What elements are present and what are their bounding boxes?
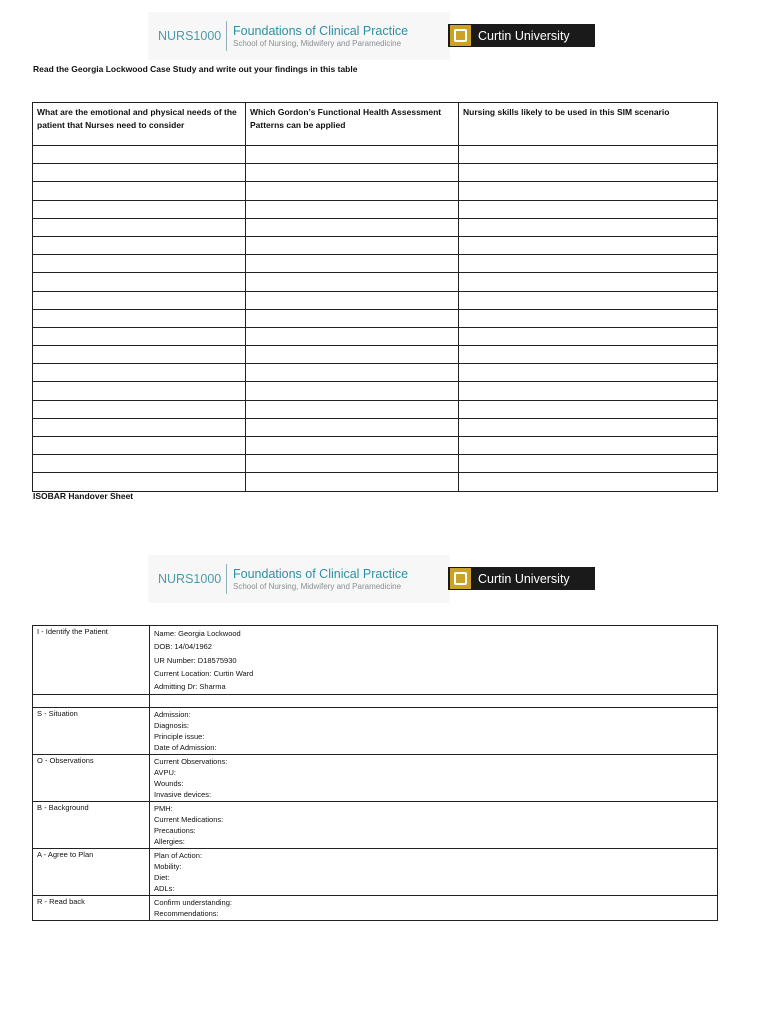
- findings-row: [33, 437, 718, 455]
- findings-cell[interactable]: [459, 200, 718, 218]
- findings-cell[interactable]: [33, 164, 246, 182]
- banner-divider: [226, 564, 227, 594]
- findings-cell[interactable]: [459, 346, 718, 364]
- findings-cell[interactable]: [246, 200, 459, 218]
- findings-cell[interactable]: [33, 473, 246, 491]
- isobar-section-row: [33, 849, 718, 896]
- isobar-section-content[interactable]: [150, 849, 718, 896]
- findings-cell[interactable]: [33, 400, 246, 418]
- findings-cell[interactable]: [459, 327, 718, 345]
- banner-divider: [226, 21, 227, 51]
- isobar-section-content[interactable]: [150, 802, 718, 849]
- findings-cell[interactable]: [459, 146, 718, 164]
- isobar-field-label: AVPU:: [154, 768, 176, 778]
- findings-cell[interactable]: [246, 364, 459, 382]
- findings-row: [33, 400, 718, 418]
- isobar-label: B - Background: [33, 802, 150, 849]
- isobar-field-label: Diet:: [154, 873, 170, 883]
- findings-cell[interactable]: [246, 346, 459, 364]
- findings-cell[interactable]: [459, 309, 718, 327]
- findings-cell[interactable]: [33, 200, 246, 218]
- findings-cell[interactable]: [459, 182, 718, 200]
- findings-cell[interactable]: [459, 164, 718, 182]
- isobar-section-content[interactable]: [150, 708, 718, 755]
- findings-row: [33, 146, 718, 164]
- findings-cell[interactable]: [459, 418, 718, 436]
- findings-row: [33, 200, 718, 218]
- findings-cell[interactable]: [459, 255, 718, 273]
- findings-cell[interactable]: [33, 382, 246, 400]
- findings-cell[interactable]: [33, 291, 246, 309]
- findings-cell[interactable]: [246, 255, 459, 273]
- findings-cell[interactable]: [459, 400, 718, 418]
- university-name: Curtin University: [478, 571, 570, 586]
- findings-cell[interactable]: [459, 291, 718, 309]
- isobar-field-label: Allergies:: [154, 837, 185, 847]
- isobar-title: ISOBAR Handover Sheet: [33, 491, 134, 501]
- admitting-doctor: Admitting Dr: Sharma: [154, 682, 226, 692]
- findings-cell[interactable]: [246, 418, 459, 436]
- patient-dob: DOB: 14/04/1962: [154, 642, 212, 652]
- findings-row: [33, 473, 718, 491]
- findings-cell[interactable]: [246, 473, 459, 491]
- findings-row: [33, 182, 718, 200]
- isobar-section-row: [33, 896, 718, 921]
- findings-cell[interactable]: [459, 236, 718, 254]
- isobar-spacer-row: [33, 695, 718, 708]
- curtin-crest-icon: [450, 25, 471, 46]
- isobar-spacer-cell[interactable]: [33, 695, 150, 708]
- findings-cell[interactable]: [33, 255, 246, 273]
- findings-cell[interactable]: [459, 455, 718, 473]
- isobar-field-label: Admission:: [154, 710, 191, 720]
- isobar-field-label: Precautions:: [154, 826, 196, 836]
- isobar-identify-content: [150, 626, 718, 695]
- isobar-identify-row: [33, 626, 718, 695]
- findings-cell[interactable]: [33, 418, 246, 436]
- findings-row: [33, 291, 718, 309]
- isobar-section-row: [33, 802, 718, 849]
- isobar-field-label: Current Observations:: [154, 757, 228, 767]
- isobar-field-label: Invasive devices:: [154, 790, 212, 800]
- findings-cell[interactable]: [33, 218, 246, 236]
- findings-cell[interactable]: [33, 364, 246, 382]
- university-name: Curtin University: [478, 28, 570, 43]
- findings-row: [33, 455, 718, 473]
- course-title: Foundations of Clinical Practice: [233, 566, 409, 581]
- isobar-section-content[interactable]: [150, 755, 718, 802]
- findings-row: [33, 346, 718, 364]
- findings-cell[interactable]: [246, 400, 459, 418]
- findings-cell[interactable]: [33, 455, 246, 473]
- findings-cell[interactable]: [33, 273, 246, 291]
- findings-cell[interactable]: [246, 455, 459, 473]
- findings-cell[interactable]: [33, 327, 246, 345]
- column-header-gordons: Which Gordon’s Functional Health Assessment Patterns can be applied: [246, 103, 459, 146]
- curtin-logo-bottom: [448, 567, 595, 590]
- isobar-field-label: ADLs:: [154, 884, 175, 894]
- isobar-field-label: Wounds:: [154, 779, 184, 789]
- school-name: School of Nursing, Midwifery and Paramedicine: [233, 581, 402, 591]
- findings-row: [33, 218, 718, 236]
- isobar-body: [33, 626, 718, 921]
- isobar-spacer-cell[interactable]: [150, 695, 718, 708]
- isobar-field-label: PMH:: [154, 804, 173, 814]
- findings-cell[interactable]: [246, 437, 459, 455]
- isobar-field-label: Principle issue:: [154, 732, 205, 742]
- findings-cell[interactable]: [33, 146, 246, 164]
- isobar-field-label: Diagnosis:: [154, 721, 190, 731]
- instruction-text: Read the Georgia Lockwood Case Study and write out your findings in this table: [33, 64, 358, 74]
- findings-cell[interactable]: [459, 473, 718, 491]
- findings-cell[interactable]: [246, 182, 459, 200]
- isobar-field-label: Plan of Action:: [154, 851, 202, 861]
- findings-cell[interactable]: [33, 236, 246, 254]
- findings-cell[interactable]: [246, 309, 459, 327]
- findings-cell[interactable]: [459, 218, 718, 236]
- isobar-label: O - Observations: [33, 755, 150, 802]
- findings-cell[interactable]: [246, 382, 459, 400]
- findings-table: [32, 102, 718, 492]
- findings-row: [33, 273, 718, 291]
- isobar-section-row: [33, 755, 718, 802]
- findings-row: [33, 164, 718, 182]
- isobar-section-content[interactable]: [150, 896, 718, 921]
- findings-cell[interactable]: [459, 273, 718, 291]
- banner-titles: [233, 24, 408, 49]
- banner-titles: [233, 567, 408, 592]
- findings-row: [33, 255, 718, 273]
- curtin-crest-icon: [450, 568, 471, 589]
- findings-cell[interactable]: [33, 309, 246, 327]
- isobar-label: R - Read back: [33, 896, 150, 921]
- isobar-field-label: Confirm understanding:: [154, 898, 232, 908]
- isobar-table: [32, 625, 718, 921]
- findings-row: [33, 327, 718, 345]
- course-title: Foundations of Clinical Practice: [233, 23, 409, 38]
- column-header-needs: What are the emotional and physical needs of the patient that Nurses need to consider: [33, 103, 246, 146]
- school-name: School of Nursing, Midwifery and Paramedicine: [233, 38, 402, 48]
- findings-header-row: [33, 103, 718, 146]
- course-code: NURS1000: [158, 572, 222, 586]
- findings-cell[interactable]: [459, 437, 718, 455]
- course-banner-top: [148, 12, 450, 60]
- column-header-skills: Nursing skills likely to be used in this SIM scenario: [459, 103, 718, 146]
- findings-cell[interactable]: [246, 327, 459, 345]
- patient-name: Name: Georgia Lockwood: [154, 629, 241, 638]
- findings-cell[interactable]: [246, 164, 459, 182]
- isobar-label: I - Identify the Patient: [33, 626, 150, 695]
- findings-row: [33, 309, 718, 327]
- course-banner-bottom: [148, 555, 450, 603]
- isobar-label: A - Agree to Plan: [33, 849, 150, 896]
- findings-cell[interactable]: [246, 236, 459, 254]
- course-code: NURS1000: [158, 29, 222, 43]
- findings-cell[interactable]: [459, 364, 718, 382]
- isobar-field-label: Recommendations:: [154, 909, 219, 919]
- findings-row: [33, 364, 718, 382]
- isobar-field-label: Current Medications:: [154, 815, 224, 825]
- isobar-section-row: [33, 708, 718, 755]
- findings-cell[interactable]: [246, 146, 459, 164]
- findings-cell[interactable]: [246, 291, 459, 309]
- findings-cell[interactable]: [246, 218, 459, 236]
- findings-cell[interactable]: [33, 346, 246, 364]
- isobar-field-label: Date of Admission:: [154, 743, 217, 753]
- patient-ur-number: UR Number: D18575930: [154, 655, 237, 665]
- curtin-logo-top: [448, 24, 595, 47]
- isobar-field-label: Mobility:: [154, 862, 182, 872]
- findings-cell[interactable]: [459, 382, 718, 400]
- findings-cell[interactable]: [33, 437, 246, 455]
- findings-cell[interactable]: [33, 182, 246, 200]
- patient-location: Current Location: Curtin Ward: [154, 668, 254, 678]
- isobar-label: S - Situation: [33, 708, 150, 755]
- findings-row: [33, 236, 718, 254]
- findings-row: [33, 382, 718, 400]
- findings-cell[interactable]: [246, 273, 459, 291]
- findings-body: [33, 146, 718, 492]
- findings-row: [33, 418, 718, 436]
